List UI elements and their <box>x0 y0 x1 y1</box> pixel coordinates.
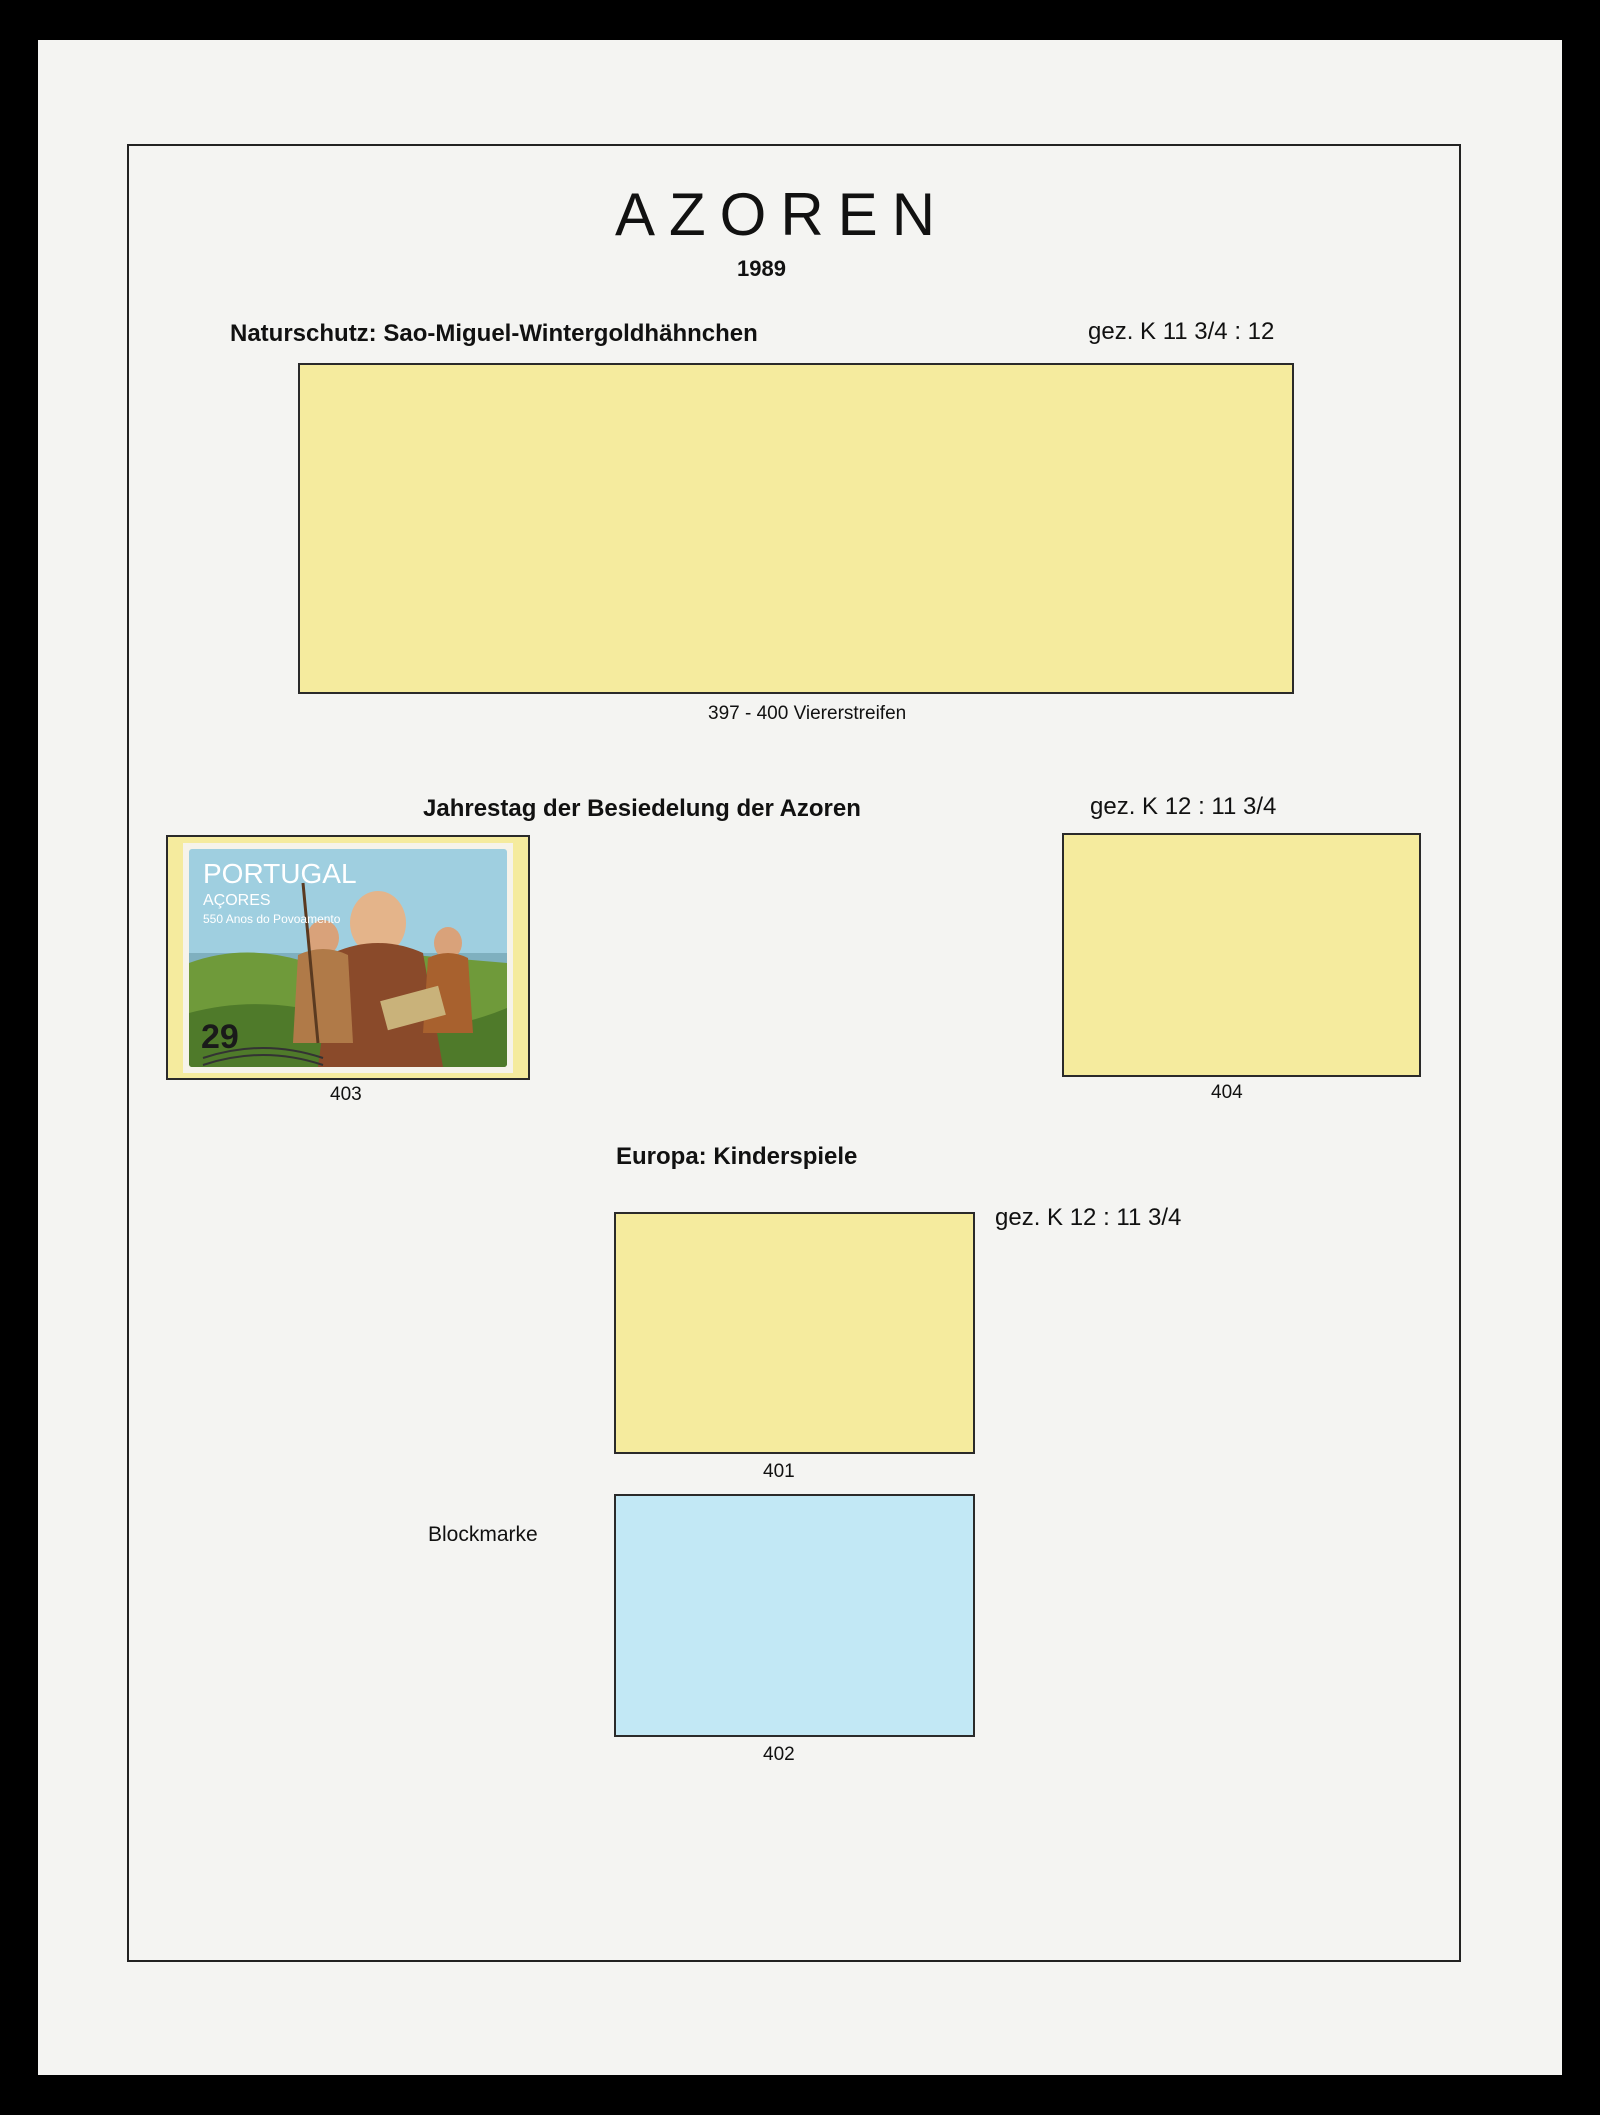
stamp-country: PORTUGAL <box>203 857 357 889</box>
perforation-naturschutz: gez. K 11 3/4 : 12 <box>1088 318 1275 345</box>
stamp-subtitle: 550 Anos do Povoamento <box>203 911 341 926</box>
section-heading-jahrestag: Jahrestag der Besiedelung der Azoren <box>423 795 861 822</box>
perforation-europa: gez. K 12 : 11 3/4 <box>995 1204 1182 1231</box>
caption-397-400: 397 - 400 Viererstreifen <box>708 703 907 724</box>
section-heading-naturschutz: Naturschutz: Sao-Miguel-Wintergoldhähnchen <box>230 320 758 347</box>
page-year: 1989 <box>737 256 786 281</box>
stamp-slot-402 <box>614 1494 975 1737</box>
caption-404: 404 <box>1211 1082 1243 1103</box>
stamp-value: 29 <box>201 1017 239 1056</box>
perforation-jahrestag: gez. K 12 : 11 3/4 <box>1090 793 1277 820</box>
page-title: AZOREN <box>615 181 950 248</box>
caption-402: 402 <box>763 1744 795 1765</box>
stamp-slot-401 <box>614 1212 975 1454</box>
stamp-slot-397-400 <box>298 363 1294 694</box>
stamp-403 <box>183 843 513 1073</box>
stamp-slot-404 <box>1062 833 1421 1077</box>
stamp-slot-403 <box>166 835 530 1080</box>
blockmarke-label: Blockmarke <box>428 1523 538 1546</box>
caption-401: 401 <box>763 1461 795 1482</box>
stamp-region: AÇORES <box>203 891 271 909</box>
caption-403: 403 <box>330 1084 362 1105</box>
stamp-image <box>183 843 513 1073</box>
section-heading-europa: Europa: Kinderspiele <box>616 1143 858 1170</box>
